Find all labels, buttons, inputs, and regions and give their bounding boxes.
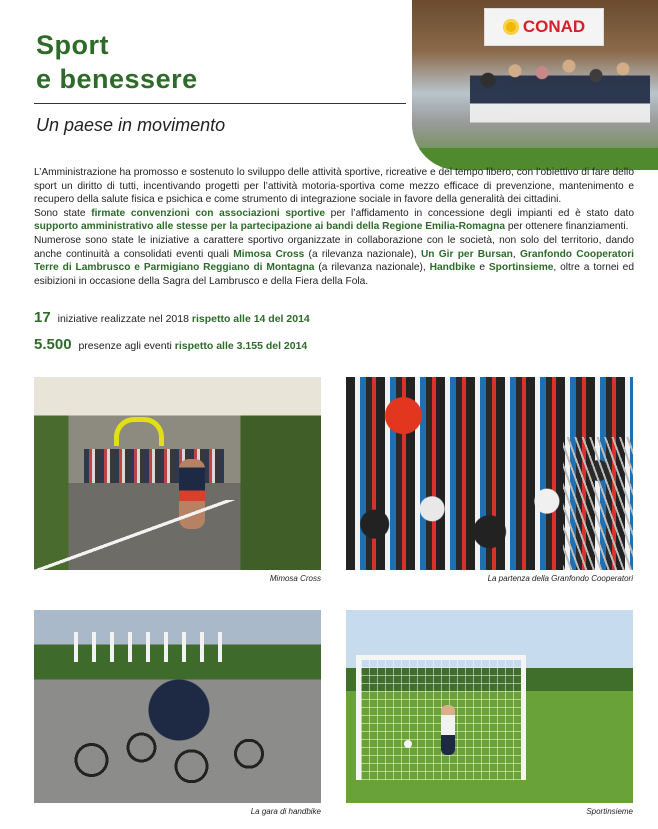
intro-paragraph-3 bbox=[34, 234, 634, 288]
stat-text: iniziative realizzate nel 2018 bbox=[54, 313, 192, 325]
stat-number: 17 bbox=[34, 309, 51, 326]
handbike-caption: La gara di handbike bbox=[250, 807, 321, 816]
hero-photo-group bbox=[412, 0, 658, 170]
text-run: Numerose sono state le iniziative a carattere sportivo organizzate in collaborazione con le società, non solo del territorio, dando anche continuità a consolidati eventi quali bbox=[34, 234, 634, 260]
text-run: Sono state bbox=[34, 207, 92, 219]
sportinsieme-caption: Sportinsieme bbox=[586, 807, 633, 816]
road bbox=[34, 500, 321, 570]
mimosa-cross-photo bbox=[34, 377, 321, 570]
event-name: Sportinsieme bbox=[488, 262, 554, 274]
text-run: (a rilevanza nazionale), bbox=[314, 262, 430, 274]
event-name: Un Gir per Bursan bbox=[420, 248, 513, 260]
title-line-2: e benessere bbox=[36, 64, 198, 94]
stat-initiatives bbox=[34, 309, 310, 326]
finish-arch bbox=[114, 417, 164, 446]
stat-text: presenze agli eventi bbox=[75, 340, 175, 352]
flags bbox=[74, 632, 234, 662]
barrier-fence bbox=[563, 437, 633, 570]
text-run: , bbox=[512, 248, 520, 260]
title-line-1: Sport bbox=[36, 30, 109, 60]
text-run: per l’affidamento in concessione degli impianti ed è stato dato bbox=[325, 207, 634, 219]
stat-comparison: rispetto alle 3.155 del 2014 bbox=[174, 340, 308, 352]
granfondo-caption: La partenza della Granfondo Cooperatori bbox=[487, 574, 633, 583]
soccer-ball bbox=[404, 740, 412, 748]
handbikes bbox=[54, 660, 304, 785]
conad-flower-logo-icon bbox=[503, 19, 519, 35]
stat-attendance bbox=[34, 336, 307, 353]
child-player bbox=[441, 705, 455, 755]
stat-number: 5.500 bbox=[34, 336, 72, 353]
stat-comparison: rispetto alle 14 del 2014 bbox=[191, 313, 310, 325]
text-highlight: firmate convenzioni con associazioni sportive bbox=[91, 207, 325, 219]
conad-sign-text: CONAD bbox=[522, 17, 586, 36]
intro-paragraph-2 bbox=[34, 207, 634, 234]
intro-paragraph-1: L’Amministrazione ha promosso e sostenuto lo sviluppo delle attività sportive, ricreative e del tempo libero, con l’obiettivo di fare dello sport un diritto di tutti, incentivando progetti per l’attività motoria-sportiva come mezzo efficace di prevenzione, mantenimento e recupero della salute fisica e psichica e come strumento di integrazione sociale in favore della generalità dei cittadini. bbox=[34, 167, 634, 206]
text-run: , oltre a tornei ed esibizioni in occasione della Sagra del Lambrusco e della Fiera della Fola. bbox=[34, 262, 635, 287]
page-title bbox=[36, 28, 198, 96]
mimosa-cross-caption: Mimosa Cross bbox=[269, 574, 321, 583]
text-highlight: supporto amministrativo alle stesse per la partecipazione ai bandi della Regione Emilia-Romagna bbox=[34, 221, 506, 233]
group-of-people bbox=[470, 52, 650, 146]
text-run: per ottenere finanziamenti. bbox=[505, 221, 629, 233]
text-run: e bbox=[475, 262, 489, 274]
event-name: Mimosa Cross bbox=[233, 248, 305, 260]
sportinsieme-photo bbox=[346, 610, 633, 803]
granfondo-photo bbox=[346, 377, 633, 570]
text-run: (a rilevanza nazionale), bbox=[304, 248, 421, 260]
event-name: Handbike bbox=[429, 262, 476, 274]
title-divider bbox=[34, 103, 406, 104]
intro-text bbox=[34, 166, 634, 288]
handbike-photo bbox=[34, 610, 321, 803]
event-name: Granfondo Cooperatori Terre di Lambrusco e Parmigiano Reggiano di Montagna bbox=[34, 248, 634, 274]
conad-sign bbox=[484, 8, 604, 46]
page-subtitle: Un paese in movimento bbox=[36, 115, 226, 135]
